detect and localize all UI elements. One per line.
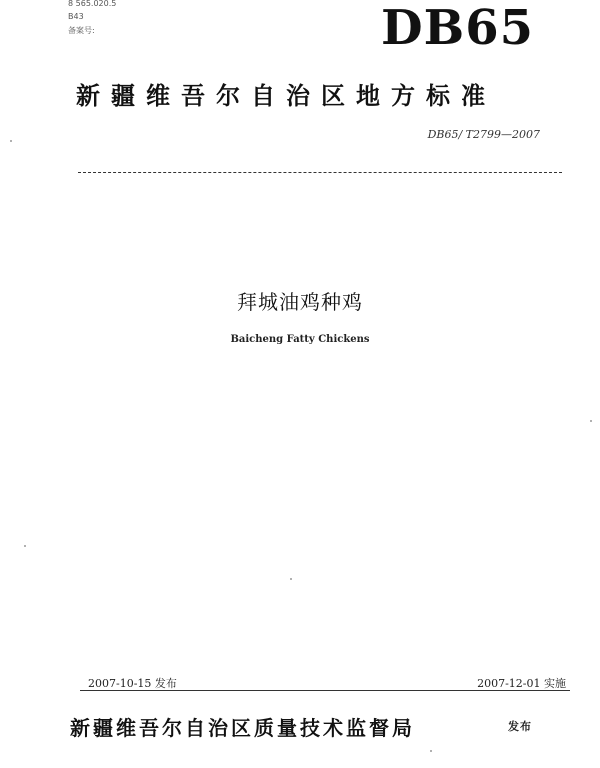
scan-speck	[430, 750, 432, 752]
document-title-english: Baicheng Fatty Chickens	[230, 334, 370, 345]
standard-code: DB65	[381, 0, 534, 56]
standard-type-heading: 新疆维吾尔自治区地方标准	[76, 82, 496, 110]
category-code: B43	[68, 12, 84, 21]
standard-number: DB65/ T2799—2007	[427, 128, 540, 141]
document-title-chinese: 拜城油鸡种鸡	[237, 290, 363, 314]
publisher-suffix: 发布	[508, 720, 532, 733]
record-number-label: 备案号:	[68, 26, 95, 35]
scan-speck	[290, 578, 292, 580]
scan-speck	[10, 140, 12, 142]
header-divider	[78, 172, 562, 173]
ics-code: 8 565.020.5	[68, 0, 117, 8]
publisher-name: 新疆维吾尔自治区质量技术监督局	[70, 716, 415, 740]
scan-speck	[24, 545, 26, 547]
scan-speck	[590, 420, 592, 422]
implementation-date: 2007-12-01 实施	[477, 677, 566, 690]
footer-divider	[80, 690, 570, 691]
issue-date: 2007-10-15 发布	[88, 677, 177, 690]
